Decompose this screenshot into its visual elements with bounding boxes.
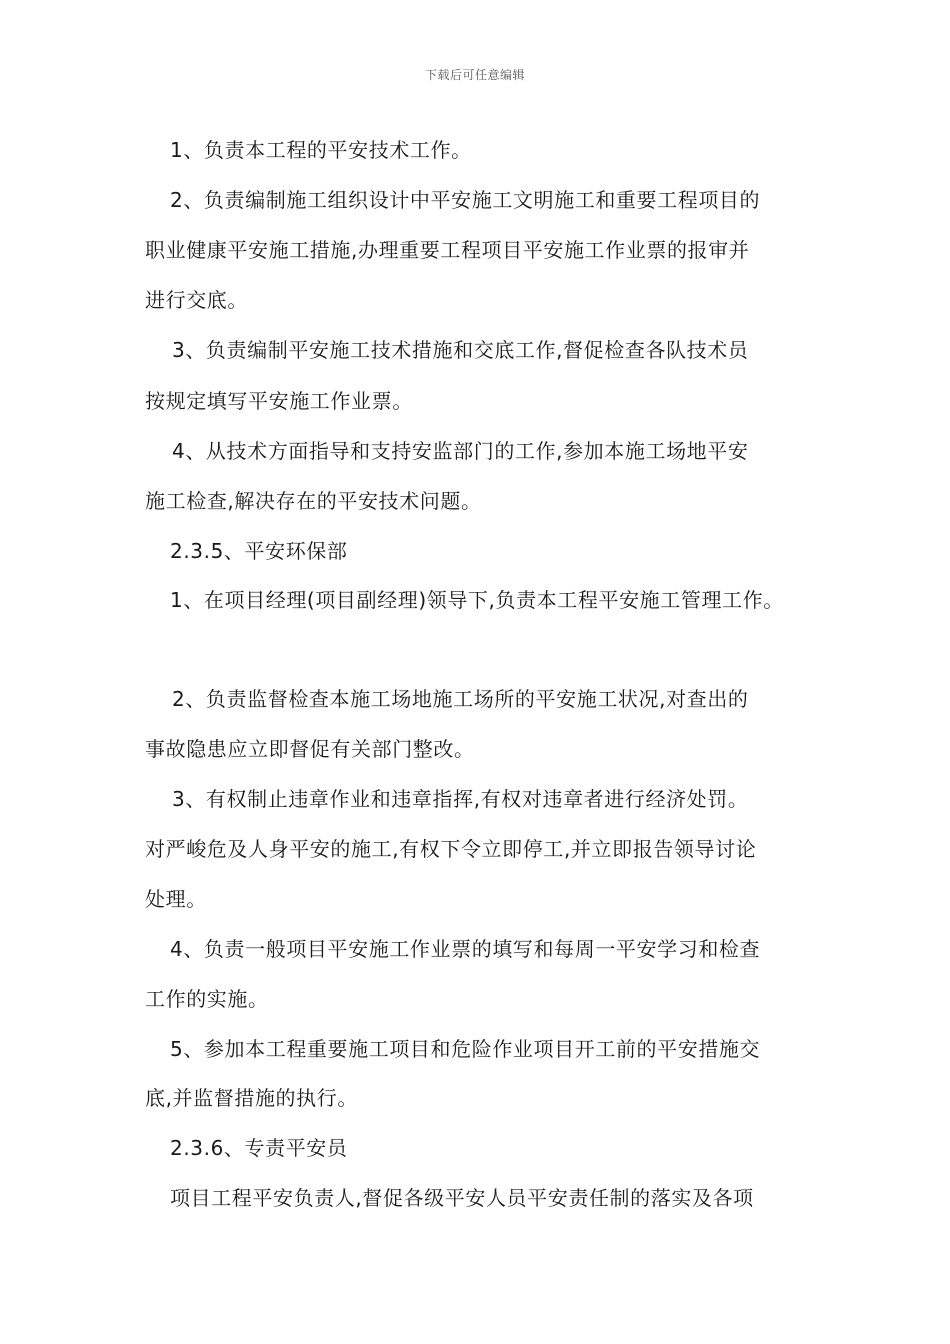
paragraph-line: 4、从技术方面指导和支持安监部门的工作,参加本施工场地平安 [172,439,749,463]
paragraph-line: 处理。 [145,887,207,911]
paragraph-line: 职业健康平安施工措施,办理重要工程项目平安施工作业票的报审并 [145,238,750,262]
paragraph-line: 4、负责一般项目平安施工作业票的填写和每周一平安学习和检查 [170,937,761,961]
page-header: 下载后可任意编辑 [424,68,525,82]
paragraph-line: 事故隐患应立即督促有关部门整改。 [145,737,475,761]
paragraph-line: 1、负责本工程的平安技术工作。 [170,138,472,162]
paragraph-line: 底,并监督措施的执行。 [145,1086,358,1110]
paragraph-line: 2、负责编制施工组织设计中平安施工文明施工和重要工程项目的 [170,188,761,212]
paragraph-line: 对严峻危及人身平安的施工,有权下令立即停工,并立即报告领导讨论 [145,837,757,861]
paragraph-line: 工作的实施。 [145,987,269,1011]
paragraph-line: 进行交底。 [145,288,248,312]
paragraph-line: 1、在项目经理(项目副经理)领导下,负责本工程平安施工管理工作。 [170,588,784,612]
paragraph-line: 2、负责监督检查本施工场地施工场所的平安施工状况,对查出的 [172,687,749,711]
paragraph-line: 3、有权制止违章作业和违章指挥,有权对违章者进行经济处罚。 [172,787,749,811]
paragraph-line: 5、参加本工程重要施工项目和危险作业项目开工前的平安措施交 [170,1037,761,1061]
section-heading: 2.3.6、专责平安员 [170,1136,348,1160]
paragraph-line: 按规定填写平安施工作业票。 [145,389,413,413]
paragraph-line: 项目工程平安负责人,督促各级平安人员平安责任制的落实及各项 [170,1186,754,1210]
paragraph-line: 3、负责编制平安施工技术措施和交底工作,督促检查各队技术员 [172,338,749,362]
paragraph-line: 施工检查,解决存在的平安技术问题。 [145,489,482,513]
section-heading: 2.3.5、平安环保部 [170,539,348,563]
